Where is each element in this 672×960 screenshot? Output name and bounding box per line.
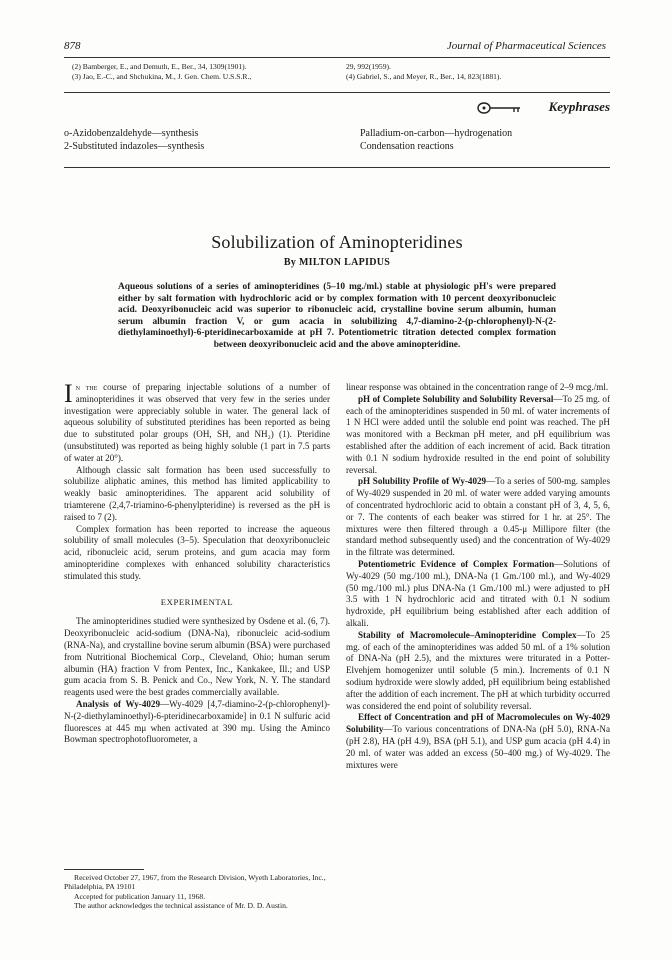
paragraph-text: —Solutions of Wy-4029 (50 mg./100 ml.), DNA-Na (1 Gm./100 ml.), and Wy-4029 (50 mg./100 ml.) plus DNA-Na (1 Gm./100 ml.) were adjusted to pH 3.5 with 1 N hydrochloric acid and titrated with 0.1 N sodium hydroxide, pH equilibrium being established after each addition of alkali. [346, 558, 610, 628]
page-number: 878 [64, 40, 81, 52]
paragraph-text: —To 25 mg. of each of the aminopteridines suspended in 50 ml. of water increments of 1 N HCl were added until the soluble end point was reached. The pH was monitored with a Beckman pH meter, and pH equilibrium was established after the addition of each increment of acid. Back titration with 0.1 N sodium hydroxide resulted in the end point of solubility reversal. [346, 393, 610, 475]
run-in-heading: Potentiometric Evidence of Complex Formation [358, 558, 555, 569]
paragraph-text: —To 25 mg. of each of the aminopteridines was added 50 ml. of a 1% solution of DNA-Na (pH 2.5), and the mixtures were triturated in a Potter-Elvehjem homogenizer until soluble (5 min.). Increments of 0.1 N sodium hydroxide were slowly added, pH equilibrium being established after the addition of each increment. The pH at which turbidity occurred was considered the end point of solubility reversal. [346, 629, 610, 711]
keyphrases-left [64, 127, 324, 153]
keyphrase: o-Azidobenzaldehyde—synthesis [64, 128, 199, 139]
body-paragraph: The aminopteridines studied were synthesized by Osdene et al. (6, 7). Deoxyribonucleic acid-sodium (DNA-Na), ribonucleic acid-sodium (RNA-Na), and crystalline bovine serum albumin (BSA) were purchased from Nutritional Biochemical Corp., Cleveland, Ohio; human serum albumin (HA) fraction V from Pentex, Inc., Kankakee, Ill.; and USP gum acacia from S. B. Penick and Co., New York, N. Y. The standard reagents used were the best grades commercially available. [64, 616, 330, 698]
body-paragraph [64, 699, 330, 746]
footnote-rule [64, 869, 144, 870]
paragraph-text: —Wy-4029 [4,7-diamino-2-(p-chlorophenyl)-N-(2-diethylaminoethyl)-6-pteridinecarboxamide] in 0.1 N sulfuric acid fluoresces at 445 mμ when activated at 390 mμ. Using the Aminco Bowman spectrophotofluorometer, a [64, 698, 330, 745]
intro-smallcaps: n the [75, 382, 98, 392]
keyphrases-title: Keyphrases [548, 99, 610, 114]
top-references-left [72, 62, 372, 82]
reference-item: (3) Jao, E.-C., and Shchukina, M., J. Gen. Chem. U.S.S.R., [72, 72, 252, 81]
body-column-left [64, 379, 330, 746]
body-paragraph [346, 712, 610, 771]
run-in-heading: pH of Complete Solubility and Solubility Reversal [358, 393, 554, 404]
keyphrase: Condensation reactions [360, 141, 454, 152]
reference-item: (4) Gabriel, S., and Meyer, R., Ber., 14, 823(1881). [346, 72, 502, 81]
footnote-received: Received October 27, 1967, from the Research Division, Wyeth Laboratories, Inc., Philadelphia, PA 19101 [64, 873, 326, 892]
body-paragraph: Although classic salt formation has been used successfully to solubilize aliphatic amines, this method has limited applicability to weakly basic aminopteridines. The apparent acid solubility of triamterene (2,4,7-triamino-6-phenylpteridine) is reversed as the pH is raised to 7 (2). [64, 464, 330, 522]
run-in-heading: Analysis of Wy-4029 [76, 698, 161, 709]
key-icon [476, 101, 524, 115]
article-author: By MILTON LAPIDUS [283, 257, 391, 268]
body-paragraph [346, 559, 610, 630]
keyphrases-box [64, 92, 610, 168]
top-references-right [346, 62, 606, 82]
paragraph-text: —To various concentrations of DNA-Na (pH 5.0), RNA-Na (pH 2.8), HA (pH 4.9), BSA (pH 5.1), and USP gum acacia (pH 4.4) in 20 ml. of water was added an excess (50–400 mg.) of Wy-4029. The mixtures were [346, 724, 610, 770]
body-paragraph [346, 630, 610, 713]
section-heading-experimental: EXPERIMENTAL [160, 596, 234, 607]
drop-cap: I [64, 379, 73, 408]
run-in-heading: Stability of Macromolecule–Aminopteridine Complex [358, 629, 577, 640]
intro-text: course of preparing injectable solutions of a number of aminopteridines it was observed that very few in the series under investigation were appreciably soluble in water. The general lack of aqueous solubility of substituted pteridines has been reported as being due to substituted polar groups (OH, SH, and NH₂) (1). Pteridine (unsubstituted) was reported as being highly soluble (1 part in 7.5 parts of water at 20°). [64, 382, 330, 463]
run-in-heading: pH Solubility Profile of Wy-4029 [358, 476, 487, 487]
intro-paragraph [64, 379, 330, 465]
body-paragraph [346, 476, 610, 559]
body-column-right [346, 382, 610, 771]
body-paragraph: Complex formation has been reported to increase the aqueous solubility of small molecules (3–5). Speculation that deoxyribonucleic acid, ribonucleic acid, serum proteins, and gum acacia may form aminopteridine complexes with enhanced solubility characteristics stimulated this study. [64, 523, 330, 581]
footnote-accepted: Accepted for publication January 11, 1968. [74, 891, 206, 901]
article-abstract: Aqueous solutions of a series of aminopteridines (5–10 mg./ml.) stable at physiologic pH's were prepared either by salt formation with hydrochloric acid or by complex formation with 10 percent deoxyribonucleic acid. Deoxyribonucleic acid was superior to ribonucleic acid, crystalline bovine serum albumin, human serum albumin fraction V, or gum acacia in solubilizing 4,7-diamino-2-(p-chlorophenyl)-N-(2-diethylaminoethyl)-6-pteridinecarboxamide at pH 7. Potentiometric titration detected complex formation between deoxyribonucleic acid and the above aminopteridine. [118, 282, 556, 350]
reference-item: (2) Bamberger, E., and Demuth, E., Ber., 34, 1309(1901). [72, 62, 247, 71]
body-paragraph [346, 394, 610, 477]
body-paragraph: linear response was obtained in the concentration range of 2–9 mcg./ml. [346, 382, 609, 392]
journal-name: Journal of Pharmaceutical Sciences [446, 40, 606, 52]
run-in-heading: Effect of Concentration and pH of Macromolecules on Wy-4029 Solubility [346, 712, 610, 735]
header-rule [64, 57, 610, 58]
footnote-acknowledgment: The author acknowledges the technical assistance of Mr. D. D. Austin. [74, 901, 288, 911]
reference-item: 29, 992(1959). [346, 62, 391, 71]
keyphrase: 2-Substituted indazoles—synthesis [64, 141, 205, 152]
keyphrase: Palladium-on-carbon—hydrogenation [360, 128, 513, 139]
keyphrases-right [360, 127, 610, 153]
footnotes [64, 873, 330, 911]
paragraph-text: —To a series of 500-mg. samples of Wy-4029 suspended in 20 ml. of water were added varying amounts of concentrated hydrochloric acid to obtain a constant pH of 3, 4, 5, 6, or 7. The contents of each beaker was stirred for 1 hr. at 25°. The mixtures were then filtered through a 0.45-μ Millipore filter (the standard method subsequently used) and the concentration of Wy-4029 in the filtrate was determined. [346, 476, 610, 558]
article-title: Solubilization of Aminopteridines [211, 232, 463, 252]
